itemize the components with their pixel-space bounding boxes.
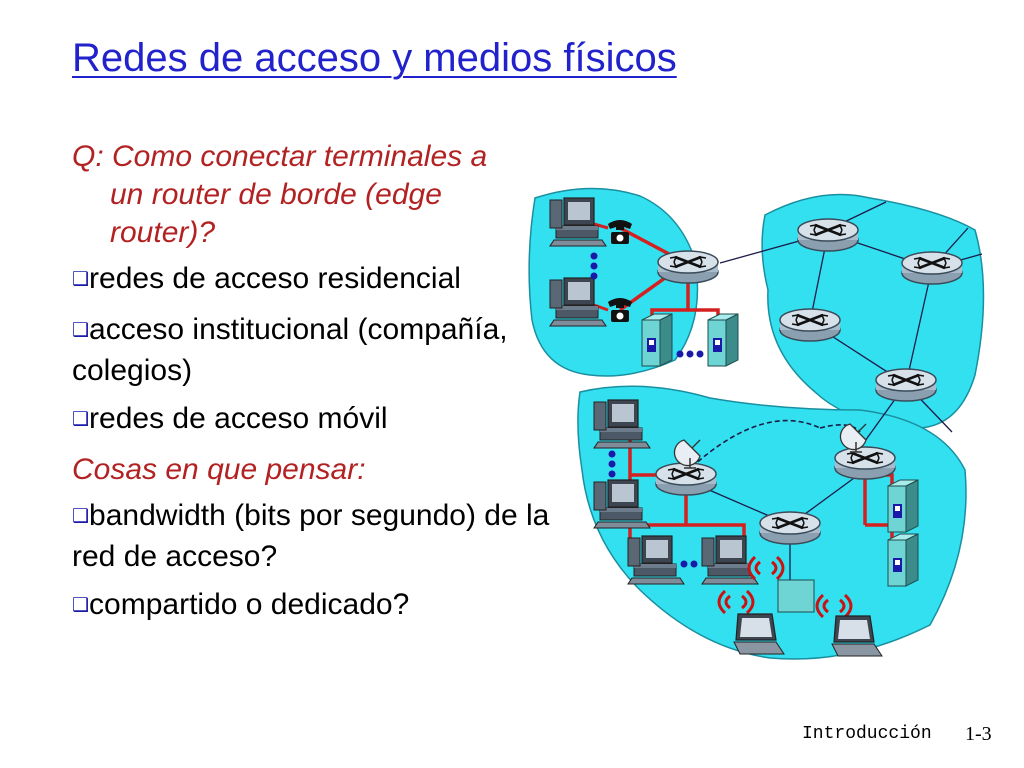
- slide-title: Redes de acceso y medios físicos: [72, 36, 677, 80]
- bullet-icon: ❑: [72, 408, 90, 430]
- bullet-mobile: [72, 400, 552, 441]
- bullet-text: redes de acceso móvil: [89, 402, 388, 435]
- router-icon: [876, 369, 936, 401]
- ellipsis-icon: [591, 253, 598, 280]
- question-line-2: un router de borde (edge: [110, 178, 442, 211]
- server-icon: [888, 534, 918, 586]
- bullet-icon: ❑: [72, 319, 90, 341]
- bullet-bandwidth: [72, 497, 552, 576]
- question-line-3: router)?: [110, 216, 216, 249]
- question: [72, 138, 552, 252]
- bullet-icon: ❑: [72, 268, 90, 290]
- bullet-text: acceso institucional (compañía, colegios): [72, 313, 508, 387]
- ellipsis-icon: [677, 351, 704, 358]
- think-heading: Cosas en que pensar:: [72, 453, 366, 486]
- question-line-1: Q: Como conectar terminales a: [72, 140, 488, 173]
- bullet-icon: ❑: [72, 505, 90, 527]
- bullet-institutional: [72, 311, 552, 390]
- router-icon: [902, 252, 962, 284]
- server-icon: [888, 480, 918, 532]
- server-icon: [708, 314, 738, 366]
- bullet-residential: [72, 260, 552, 301]
- server-icon: [642, 314, 672, 366]
- bullet-icon: ❑: [72, 594, 90, 616]
- router-icon: [658, 251, 718, 283]
- bullet-text: bandwidth (bits por segundo) de la red de acceso?: [72, 499, 550, 573]
- footer-page-number: 1-3: [965, 723, 992, 745]
- footer-section: Introducción: [802, 724, 932, 744]
- bullet-text: compartido o dedicado?: [89, 588, 410, 621]
- router-icon: [760, 512, 820, 544]
- network-diagram: [520, 170, 1000, 680]
- router-icon: [780, 309, 840, 341]
- slide-body: [72, 138, 552, 637]
- access-point: [778, 580, 814, 612]
- router-icon: [835, 447, 895, 479]
- bullet-text: redes de acceso residencial: [89, 262, 461, 295]
- router-icon: [798, 219, 858, 251]
- bullet-shared: [72, 586, 552, 627]
